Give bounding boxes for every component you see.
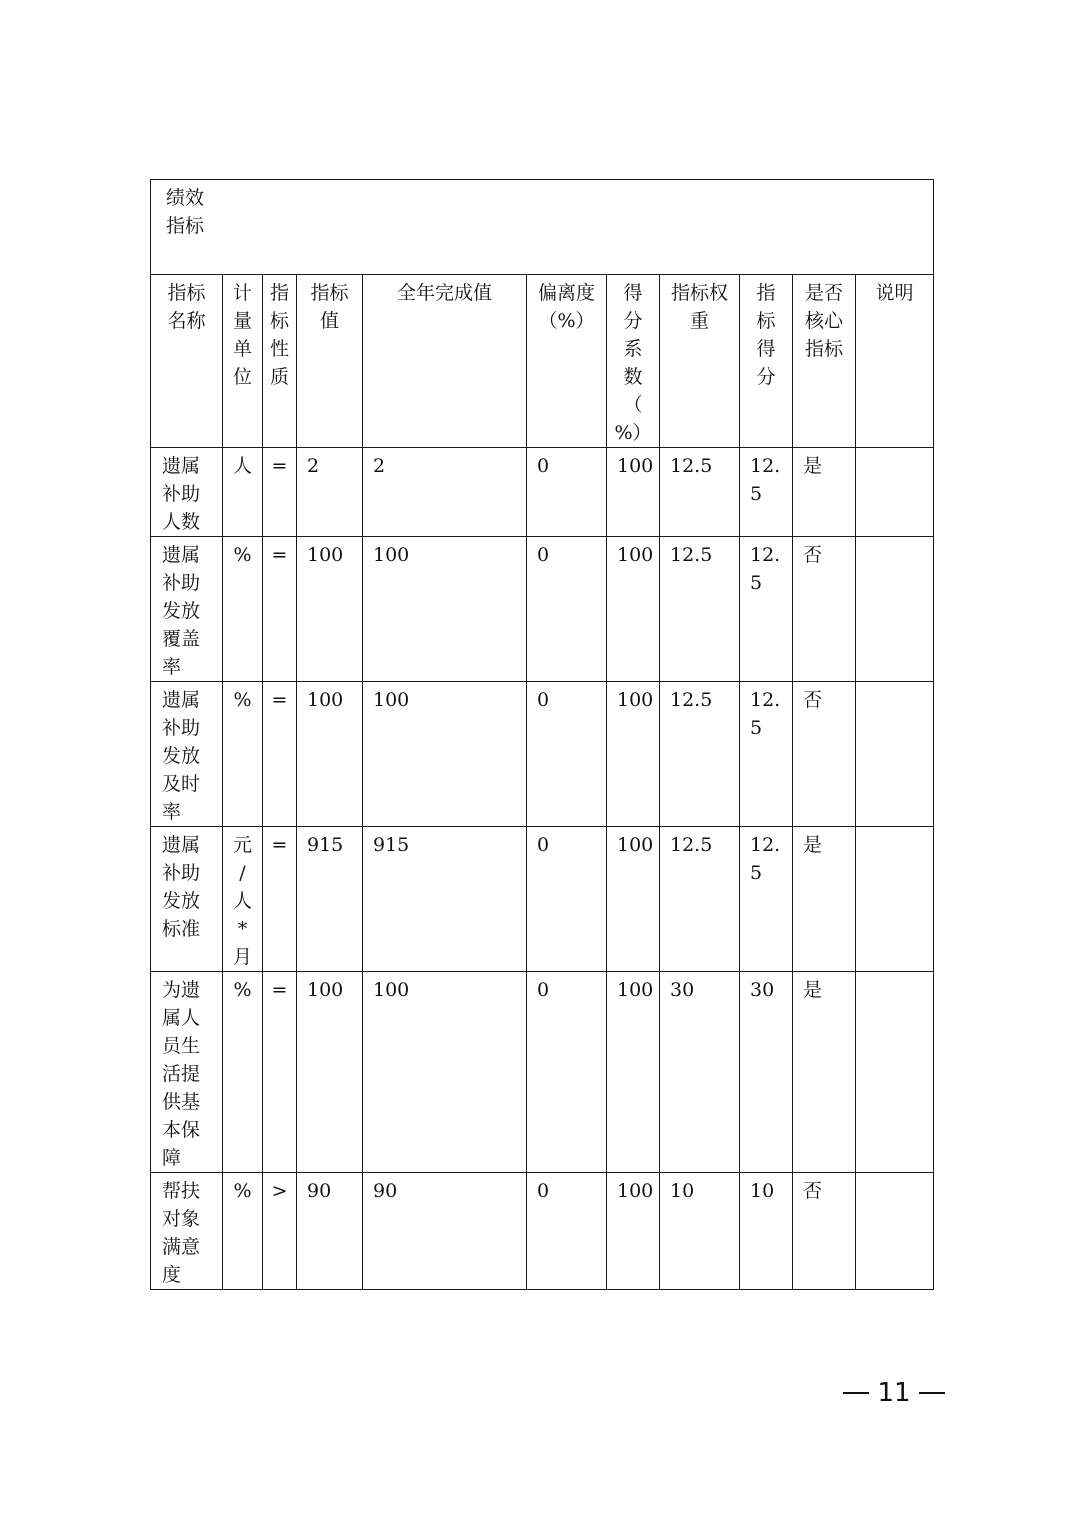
page-number-left-dash bbox=[843, 1392, 869, 1394]
cell-remarks bbox=[856, 972, 934, 1173]
cell-nature bbox=[263, 827, 297, 972]
cell-indicator-name bbox=[151, 537, 223, 682]
cell-weight bbox=[660, 1173, 740, 1290]
table-title-row bbox=[151, 180, 934, 275]
cell-unit-line: % bbox=[233, 544, 252, 566]
cell-weight-line: 12.5 bbox=[670, 834, 713, 856]
cell-weight bbox=[660, 682, 740, 827]
cell-nature-line: = bbox=[271, 834, 288, 856]
cell-indicator-name-line: 率 bbox=[162, 801, 182, 823]
cell-indicator-name-line: 活提 bbox=[162, 1063, 201, 1085]
header-weight-line: 重 bbox=[689, 310, 709, 332]
cell-unit-line: * bbox=[237, 918, 248, 940]
header-is-core-line: 是否 bbox=[804, 282, 843, 304]
header-score-line: 指 bbox=[756, 282, 776, 304]
cell-target-value bbox=[297, 682, 363, 827]
cell-indicator-name-line: 及时 bbox=[162, 773, 201, 795]
cell-is-core bbox=[793, 682, 856, 827]
cell-indicator-name-line: 补助 bbox=[162, 483, 201, 505]
cell-target-value-line: 2 bbox=[307, 455, 320, 477]
cell-annual-actual bbox=[363, 448, 527, 537]
cell-nature-line: = bbox=[271, 544, 288, 566]
cell-score bbox=[740, 827, 793, 972]
cell-unit bbox=[223, 972, 263, 1173]
cell-weight bbox=[660, 827, 740, 972]
cell-indicator-name-line: 标准 bbox=[162, 918, 201, 940]
cell-is-core bbox=[793, 972, 856, 1173]
cell-annual-actual-line: 100 bbox=[373, 689, 410, 711]
cell-unit bbox=[223, 1173, 263, 1290]
header-annual-actual bbox=[363, 275, 527, 448]
header-nature-line: 指 bbox=[269, 282, 289, 304]
cell-annual-actual bbox=[363, 827, 527, 972]
cell-score-coefficient-line: 100 bbox=[617, 979, 654, 1001]
cell-score-line: 5 bbox=[750, 572, 763, 594]
cell-weight-line: 12.5 bbox=[670, 689, 713, 711]
cell-deviation-line: 0 bbox=[537, 979, 550, 1001]
header-indicator-name-line: 名称 bbox=[167, 310, 206, 332]
cell-target-value-line: 100 bbox=[307, 979, 344, 1001]
header-score-coefficient bbox=[607, 275, 660, 448]
cell-annual-actual bbox=[363, 1173, 527, 1290]
cell-indicator-name-line: 障 bbox=[162, 1147, 182, 1169]
cell-deviation-line: 0 bbox=[537, 1180, 550, 1202]
cell-unit bbox=[223, 448, 263, 537]
table-row bbox=[151, 827, 934, 972]
cell-indicator-name-line: 覆盖 bbox=[162, 628, 201, 650]
cell-indicator-name-line: 满意 bbox=[162, 1236, 201, 1258]
header-weight bbox=[660, 275, 740, 448]
cell-indicator-name-line: 发放 bbox=[162, 600, 201, 622]
cell-deviation-line: 0 bbox=[537, 689, 550, 711]
cell-unit-line: / bbox=[239, 862, 246, 884]
header-target-value bbox=[297, 275, 363, 448]
cell-score bbox=[740, 972, 793, 1173]
header-score-line: 标 bbox=[756, 310, 776, 332]
cell-unit-line: 月 bbox=[232, 946, 252, 968]
cell-score-coefficient bbox=[607, 827, 660, 972]
header-is-core bbox=[793, 275, 856, 448]
cell-deviation bbox=[527, 972, 607, 1173]
cell-score-coefficient-line: 100 bbox=[617, 689, 654, 711]
cell-score bbox=[740, 682, 793, 827]
cell-unit-line: 元 bbox=[232, 834, 252, 856]
cell-nature-line: = bbox=[271, 979, 288, 1001]
header-deviation bbox=[527, 275, 607, 448]
header-is-core-line: 核心 bbox=[804, 310, 843, 332]
cell-annual-actual-line: 90 bbox=[373, 1180, 398, 1202]
cell-weight bbox=[660, 537, 740, 682]
cell-score-line: 12. bbox=[750, 689, 781, 711]
cell-is-core bbox=[793, 448, 856, 537]
cell-indicator-name-line: 人数 bbox=[162, 511, 201, 533]
cell-is-core-line: 是 bbox=[803, 979, 823, 1001]
header-unit-line: 单 bbox=[232, 338, 252, 360]
cell-indicator-name bbox=[151, 1173, 223, 1290]
cell-is-core-line: 否 bbox=[803, 544, 823, 566]
cell-weight-line: 30 bbox=[670, 979, 695, 1001]
table-row bbox=[151, 972, 934, 1173]
cell-unit-line: % bbox=[233, 979, 252, 1001]
cell-indicator-name-line: 发放 bbox=[162, 890, 201, 912]
cell-remarks bbox=[856, 448, 934, 537]
cell-indicator-name bbox=[151, 448, 223, 537]
cell-annual-actual-line: 100 bbox=[373, 979, 410, 1001]
header-nature-line: 质 bbox=[269, 366, 289, 388]
cell-score-coefficient-line: 100 bbox=[617, 544, 654, 566]
cell-target-value bbox=[297, 827, 363, 972]
cell-nature bbox=[263, 1173, 297, 1290]
cell-score-coefficient bbox=[607, 1173, 660, 1290]
header-score-line: 得 bbox=[756, 338, 776, 360]
cell-score-coefficient bbox=[607, 537, 660, 682]
cell-score-coefficient bbox=[607, 972, 660, 1173]
cell-score-line: 12. bbox=[750, 834, 781, 856]
cell-target-value-line: 100 bbox=[307, 544, 344, 566]
header-score-coefficient-line: 分 bbox=[623, 310, 643, 332]
cell-weight bbox=[660, 448, 740, 537]
cell-deviation bbox=[527, 827, 607, 972]
cell-unit bbox=[223, 682, 263, 827]
cell-score-coefficient-line: 100 bbox=[617, 834, 654, 856]
cell-nature bbox=[263, 682, 297, 827]
cell-remarks bbox=[856, 537, 934, 682]
cell-weight-line: 12.5 bbox=[670, 544, 713, 566]
cell-score-coefficient bbox=[607, 448, 660, 537]
header-nature bbox=[263, 275, 297, 448]
cell-indicator-name-line: 本保 bbox=[162, 1119, 201, 1141]
cell-deviation bbox=[527, 537, 607, 682]
cell-indicator-name-line: 遗属 bbox=[162, 834, 201, 856]
page-number bbox=[843, 1376, 945, 1410]
header-deviation-line: （%） bbox=[538, 310, 595, 332]
performance-indicator-table bbox=[150, 179, 934, 1290]
cell-indicator-name-line: 遗属 bbox=[162, 544, 201, 566]
cell-unit-line: % bbox=[233, 1180, 252, 1202]
header-score-coefficient-line: 数 bbox=[623, 366, 643, 388]
cell-is-core-line: 是 bbox=[803, 834, 823, 856]
table-row bbox=[151, 1173, 934, 1290]
cell-nature bbox=[263, 972, 297, 1173]
cell-unit bbox=[223, 827, 263, 972]
cell-deviation bbox=[527, 1173, 607, 1290]
cell-nature bbox=[263, 537, 297, 682]
cell-nature-line: = bbox=[271, 455, 288, 477]
header-score-line: 分 bbox=[756, 366, 776, 388]
cell-remarks bbox=[856, 827, 934, 972]
cell-target-value-line: 915 bbox=[307, 834, 344, 856]
cell-is-core bbox=[793, 537, 856, 682]
header-score-coefficient-line: （ bbox=[623, 394, 643, 416]
cell-score bbox=[740, 1173, 793, 1290]
cell-indicator-name-line: 对象 bbox=[162, 1208, 201, 1230]
header-weight-line: 指标权 bbox=[670, 282, 728, 304]
cell-annual-actual bbox=[363, 537, 527, 682]
cell-indicator-name-line: 遗属 bbox=[162, 689, 201, 711]
cell-score-coefficient-line: 100 bbox=[617, 455, 654, 477]
header-deviation-line: 偏离度 bbox=[537, 282, 595, 304]
cell-weight bbox=[660, 972, 740, 1173]
table-row bbox=[151, 682, 934, 827]
cell-indicator-name-line: 补助 bbox=[162, 862, 201, 884]
cell-nature bbox=[263, 448, 297, 537]
cell-indicator-name-line: 发放 bbox=[162, 745, 201, 767]
cell-score-line: 30 bbox=[750, 979, 775, 1001]
cell-deviation bbox=[527, 448, 607, 537]
cell-weight-line: 12.5 bbox=[670, 455, 713, 477]
header-annual-actual-line: 全年完成值 bbox=[396, 282, 492, 304]
cell-target-value bbox=[297, 1173, 363, 1290]
cell-weight-line: 10 bbox=[670, 1180, 695, 1202]
cell-score-coefficient-line: 100 bbox=[617, 1180, 654, 1202]
cell-score bbox=[740, 448, 793, 537]
header-remarks-line: 说明 bbox=[875, 282, 914, 304]
header-score-coefficient-line: 系 bbox=[623, 338, 643, 360]
cell-score-line: 5 bbox=[750, 483, 763, 505]
header-score-coefficient-line: %） bbox=[614, 422, 652, 444]
cell-indicator-name-line: 帮扶 bbox=[162, 1180, 201, 1202]
cell-annual-actual bbox=[363, 972, 527, 1173]
cell-deviation bbox=[527, 682, 607, 827]
cell-indicator-name-line: 度 bbox=[162, 1264, 182, 1286]
cell-unit bbox=[223, 537, 263, 682]
header-target-value-line: 指标 bbox=[310, 282, 349, 304]
table-row bbox=[151, 448, 934, 537]
section-title-line: 绩效 bbox=[166, 187, 205, 209]
cell-remarks bbox=[856, 1173, 934, 1290]
cell-target-value bbox=[297, 972, 363, 1173]
cell-score-coefficient bbox=[607, 682, 660, 827]
cell-unit-line: 人 bbox=[232, 455, 252, 477]
header-unit bbox=[223, 275, 263, 448]
cell-is-core bbox=[793, 827, 856, 972]
header-nature-line: 标 bbox=[269, 310, 289, 332]
header-unit-line: 位 bbox=[232, 366, 252, 388]
header-score bbox=[740, 275, 793, 448]
cell-indicator-name bbox=[151, 827, 223, 972]
cell-indicator-name-line: 补助 bbox=[162, 572, 201, 594]
header-is-core-line: 指标 bbox=[804, 338, 843, 360]
cell-indicator-name-line: 属人 bbox=[162, 1007, 201, 1029]
cell-score-line: 10 bbox=[750, 1180, 775, 1202]
header-target-value-line: 值 bbox=[319, 310, 339, 332]
cell-score-line: 5 bbox=[750, 862, 763, 884]
cell-unit-line: % bbox=[233, 689, 252, 711]
cell-indicator-name-line: 率 bbox=[162, 656, 182, 678]
header-score-coefficient-line: 得 bbox=[623, 282, 643, 304]
cell-indicator-name-line: 补助 bbox=[162, 717, 201, 739]
header-remarks bbox=[856, 275, 934, 448]
cell-deviation-line: 0 bbox=[537, 544, 550, 566]
cell-annual-actual bbox=[363, 682, 527, 827]
cell-indicator-name-line: 员生 bbox=[162, 1035, 201, 1057]
header-nature-line: 性 bbox=[269, 338, 289, 360]
section-title-line: 指标 bbox=[166, 215, 205, 237]
cell-indicator-name-line: 为遗 bbox=[162, 979, 201, 1001]
cell-is-core-line: 否 bbox=[803, 1180, 823, 1202]
cell-target-value bbox=[297, 448, 363, 537]
cell-nature-line: > bbox=[271, 1180, 288, 1202]
cell-is-core-line: 否 bbox=[803, 689, 823, 711]
page-number-right-dash bbox=[919, 1392, 945, 1394]
cell-indicator-name-line: 遗属 bbox=[162, 455, 201, 477]
table-row bbox=[151, 537, 934, 682]
cell-annual-actual-line: 2 bbox=[373, 455, 386, 477]
cell-annual-actual-line: 100 bbox=[373, 544, 410, 566]
header-unit-line: 量 bbox=[232, 310, 252, 332]
cell-remarks bbox=[856, 682, 934, 827]
page-number-text: 11 bbox=[877, 1378, 911, 1408]
cell-score-line: 12. bbox=[750, 544, 781, 566]
cell-annual-actual-line: 915 bbox=[373, 834, 410, 856]
header-indicator-name-line: 指标 bbox=[167, 282, 206, 304]
cell-target-value-line: 100 bbox=[307, 689, 344, 711]
cell-is-core-line: 是 bbox=[803, 455, 823, 477]
cell-deviation-line: 0 bbox=[537, 834, 550, 856]
cell-nature-line: = bbox=[271, 689, 288, 711]
header-unit-line: 计 bbox=[232, 282, 252, 304]
cell-target-value-line: 90 bbox=[307, 1180, 332, 1202]
cell-indicator-name-line: 供基 bbox=[162, 1091, 201, 1113]
cell-target-value bbox=[297, 537, 363, 682]
section-title bbox=[151, 180, 934, 275]
cell-score bbox=[740, 537, 793, 682]
cell-score-line: 5 bbox=[750, 717, 763, 739]
cell-unit-line: 人 bbox=[232, 890, 252, 912]
table-header-row bbox=[151, 275, 934, 448]
cell-indicator-name bbox=[151, 972, 223, 1173]
cell-score-line: 12. bbox=[750, 455, 781, 477]
cell-indicator-name bbox=[151, 682, 223, 827]
cell-is-core bbox=[793, 1173, 856, 1290]
cell-deviation-line: 0 bbox=[537, 455, 550, 477]
header-indicator-name bbox=[151, 275, 223, 448]
